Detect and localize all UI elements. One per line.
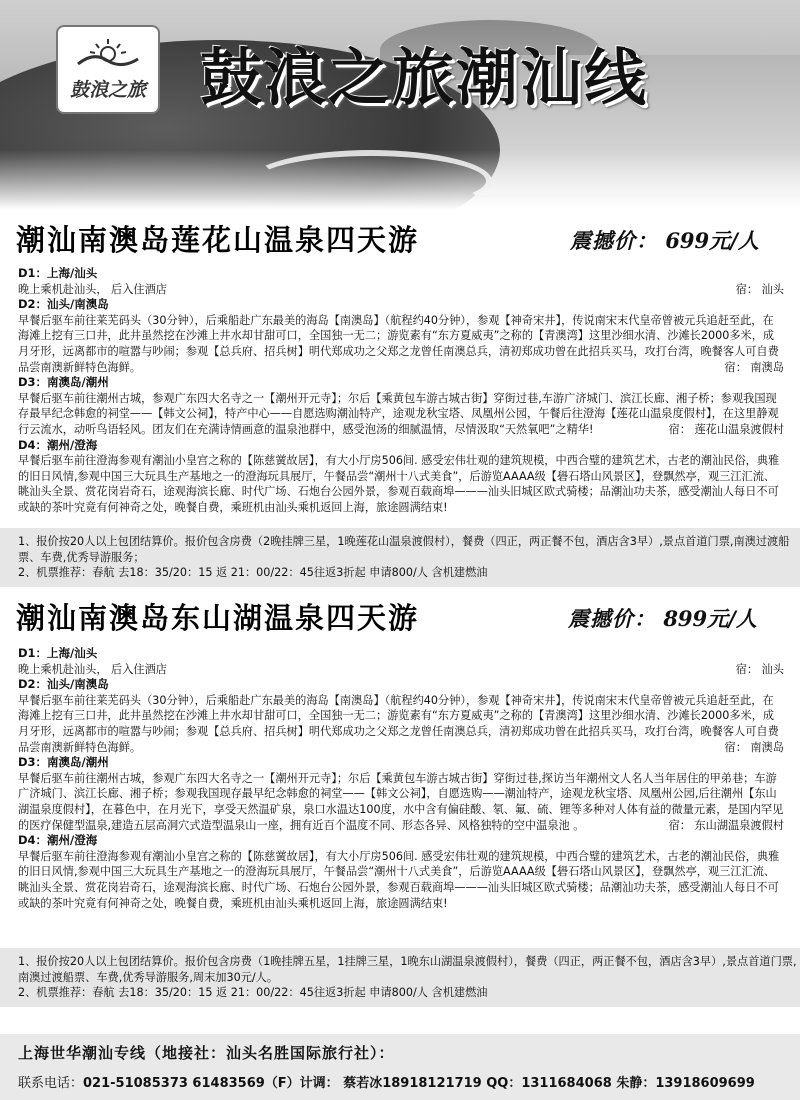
- contact-footer: [0, 1034, 800, 1100]
- day-lodging: 宿： 莲花山温泉渡假村: [668, 422, 784, 436]
- day-heading: D4：潮州/澄海: [18, 833, 98, 848]
- logo-text: 鼓浪之旅: [69, 79, 146, 101]
- sun-wave-icon: [76, 37, 140, 67]
- day-description: 晚上乘机赴汕头， 后入住酒店: [18, 662, 167, 676]
- day-description: 早餐后驱车前往莱芜码头（30分钟），后乘船赴广东最美的海岛【南澳岛】（航程约40分钟），参观【神奇宋井】，传说南宋末代皇帝曾被元兵追赶至此，在海滩上挖有三口井，此井虽然挖在沙滩上井水却甘甜可口，全国独一无二；游览素有“东方夏威夷”之称的【青澳湾】这里沙细水清、沙滩长2000多米，成月牙形，远离都市的喧嚣与吵闹；参观【总兵府、招兵树】明代郑成功之父郑之龙曾任南澳总兵，清初郑成功曾在此招兵买马，攻打台湾，晚餐客人可自费品尝南澳新鲜特色海鲜。: [18, 313, 779, 374]
- tour2-title: 潮汕南澳岛东山湖温泉四天游: [16, 601, 420, 635]
- contact-label: 联系电话：: [18, 1076, 84, 1091]
- page-title: 鼓浪之旅潮汕线: [200, 41, 649, 114]
- day-lodging: 宿： 汕头: [735, 282, 784, 296]
- tour1-title: 潮汕南澳岛莲花山温泉四天游: [16, 223, 420, 257]
- contact-line: [18, 1072, 755, 1091]
- day-description: 早餐后驱车前往莱芜码头（30分钟），后乘船赴广东最美的海岛【南澳岛】（航程约40分钟），参观【神奇宋井】，传说南宋末代皇帝曾被元兵追赶至此，在海滩上挖有三口井，此井虽然挖在沙滩上井水却甘甜可口，全国独一无二；游览素有“东方夏威夷”之称的【青澳湾】这里沙细水清、沙滩长2000多米，成月牙形，远离都市的喧嚣与吵闹；参观【总兵府、招兵树】明代郑成功之父郑之龙曾任南澳总兵，清初郑成功曾在此招兵买马，攻打台湾，晚餐客人可自费品尝南澳新鲜特色海鲜。: [18, 693, 779, 754]
- note-item: 1、报价按20人以上包团结算价。报价包含房费（2晚挂牌三星，1晚莲花山温泉渡假村），餐费（四正，两正餐不包，酒店含3早）,景点首道门票,南澳过渡船票、车费,优秀导游服务；: [18, 535, 790, 564]
- note-item: 2、机票推荐：春航 去18：35/20：15 返 21：00/22：45往返3折起 申请800/人 含机建燃油: [18, 986, 488, 1000]
- day-heading: D2：汕头/南澳岛: [18, 297, 109, 312]
- agency-line: 上海世华潮汕专线（地接社：汕头名胜国际旅行社）：: [18, 1044, 395, 1062]
- price-value: 899元/人: [663, 606, 757, 631]
- day-heading: D3：南澳岛/潮州: [18, 375, 109, 390]
- day-heading: D3：南澳岛/潮州: [18, 755, 109, 770]
- day-lodging: 宿： 东山湖温泉渡假村: [668, 818, 784, 832]
- day-heading: D1：上海/汕头: [18, 266, 98, 280]
- day-description: 早餐后驱车前往澄海参观有潮汕小皇宫之称的【陈慈黉故居】，有大小厅房506间. 感受宏伟壮观的建筑规模，中西合璧的建筑艺术，古老的潮汕民俗，典雅的旧日风情,参观中国三大玩具生产基地之一的澄海玩具展厅，午餐品尝“潮州十八式美食”，后游览AAAA级【礐石塔山风景区】，登飘然亭，观三江汇流、眺汕头全景、赏花岗岩奇石，途观海滨长廊、时代广场、石炮台公园外景，参观百载商埠———汕头旧城区欧式骑楼；品潮汕功夫茶，感受潮汕人每日不可或缺的茶叶究竟有何神奇之处，晚餐自费，乘班机由汕头乘机返回上海，旅途圆满结束!: [18, 454, 780, 514]
- tour2-notes: [0, 948, 800, 1007]
- note-item: 2、机票推荐：春航 去18：35/20：15 返 21：00/22：45往返3折起 申请800/人 含机建燃油: [18, 566, 488, 580]
- price-value: 699元/人: [665, 228, 759, 253]
- day-description: 早餐后驱车前往澄海参观有潮汕小皇宫之称的【陈慈黉故居】，有大小厅房506间. 感受宏伟壮观的建筑规模，中西合璧的建筑艺术，古老的潮汕民俗，典雅的旧日风情,参观中国三大玩具生产基地之一的澄海玩具展厅，午餐品尝“潮州十八式美食”，后游览AAAA级【礐石塔山风景区】，登飘然亭，观三江汇流、眺汕头全景、赏花岗岩奇石，途观海滨长廊、时代广场、石炮台公园外景，参观百载商埠———汕头旧城区欧式骑楼；品潮汕功夫茶，感受潮汕人每日不可或缺的茶叶究竟有何神奇之处，晚餐自费，乘班机由汕头乘机返回上海，旅途圆满结束!: [18, 849, 780, 910]
- tour1-notes: [0, 528, 800, 587]
- note-item: 1、报价按20人以上包团结算价。报价包含房费（1晚挂牌五星，1挂牌三星，1晚东山湖温泉渡假村），餐费（四正，两正餐不包，酒店含3早）,景点首道门票,南澳过渡船票、车费,优秀导游服务,周末加30元/人。: [18, 955, 797, 984]
- tour2-price: [568, 603, 757, 633]
- day-description: 早餐后驱车前往潮州古城，参观广东四大名寺之一【潮州开元寺】；尔后【乘黄包车游古城古街】穿街过巷,车游广济城门、滨江长廊、湘子桥；参观我国现存最早纪念韩愈的祠堂——【韩文公祠】，特产中心——自愿选购潮汕特产，途观龙秋宝塔、凤凰州公园，午餐后往澄海【莲花山温泉度假村】，在这里静观行云流水，动听鸟语轻风。团友们在充满诗情画意的温泉池群中，感受泡汤的细腻温情，尽情汲取“天然氧吧”之精华!: [18, 391, 779, 436]
- day-lodging: 宿： 南澳岛: [724, 360, 784, 374]
- contact-numbers: 021-51085373 61483569（F）计调： 蔡若冰18918121719 QQ：1311684068 朱静：13918609699: [83, 1076, 755, 1091]
- day-lodging: 宿： 汕头: [735, 662, 784, 676]
- brand-logo: [58, 27, 158, 112]
- tour1-itinerary: [18, 266, 784, 516]
- day-heading: D4：潮州/澄海: [18, 437, 98, 452]
- day-block: [18, 438, 784, 516]
- day-lodging: 宿： 南澳岛: [724, 740, 784, 754]
- day-heading: D1：上海/汕头: [18, 646, 98, 660]
- tour1-price: [570, 225, 759, 255]
- day-heading: D2：汕头/南澳岛: [18, 677, 109, 692]
- hero-fade: [0, 150, 800, 215]
- day-block: [18, 833, 784, 911]
- day-description: 晚上乘机赴汕头， 后入住酒店: [18, 282, 167, 296]
- price-label: 震撼价：: [570, 228, 658, 253]
- price-label: 震撼价：: [568, 606, 656, 631]
- day-description: 早餐后驱车前往潮州古城，参观广东四大名寺之一【潮州开元寺】；尔后【乘黄包车游古城古街】穿街过巷,探访当年潮州文人名人当年居住的甲弟巷；车游广济城门、滨江长廊、湘子桥；参观我国现存最早纪念韩愈的祠堂——【韩文公祠】，自愿选购——潮汕特产，途观龙秋宝塔、凤凰州公园,后往潮州【东山湖温泉度假村】，在暮色中，在月光下，享受天然温矿泉，泉口水温达100度，水中含有偏硅酸、氡、氟、硫、锂等多种对人体有益的微量元素，是国内罕见的医疗保健型温泉,建造五层高洞穴式造型温泉山一座，拥有近百个温度不同、形态各异、风格独特的空中温泉池 。: [18, 771, 784, 832]
- tour2-itinerary: [18, 646, 784, 911]
